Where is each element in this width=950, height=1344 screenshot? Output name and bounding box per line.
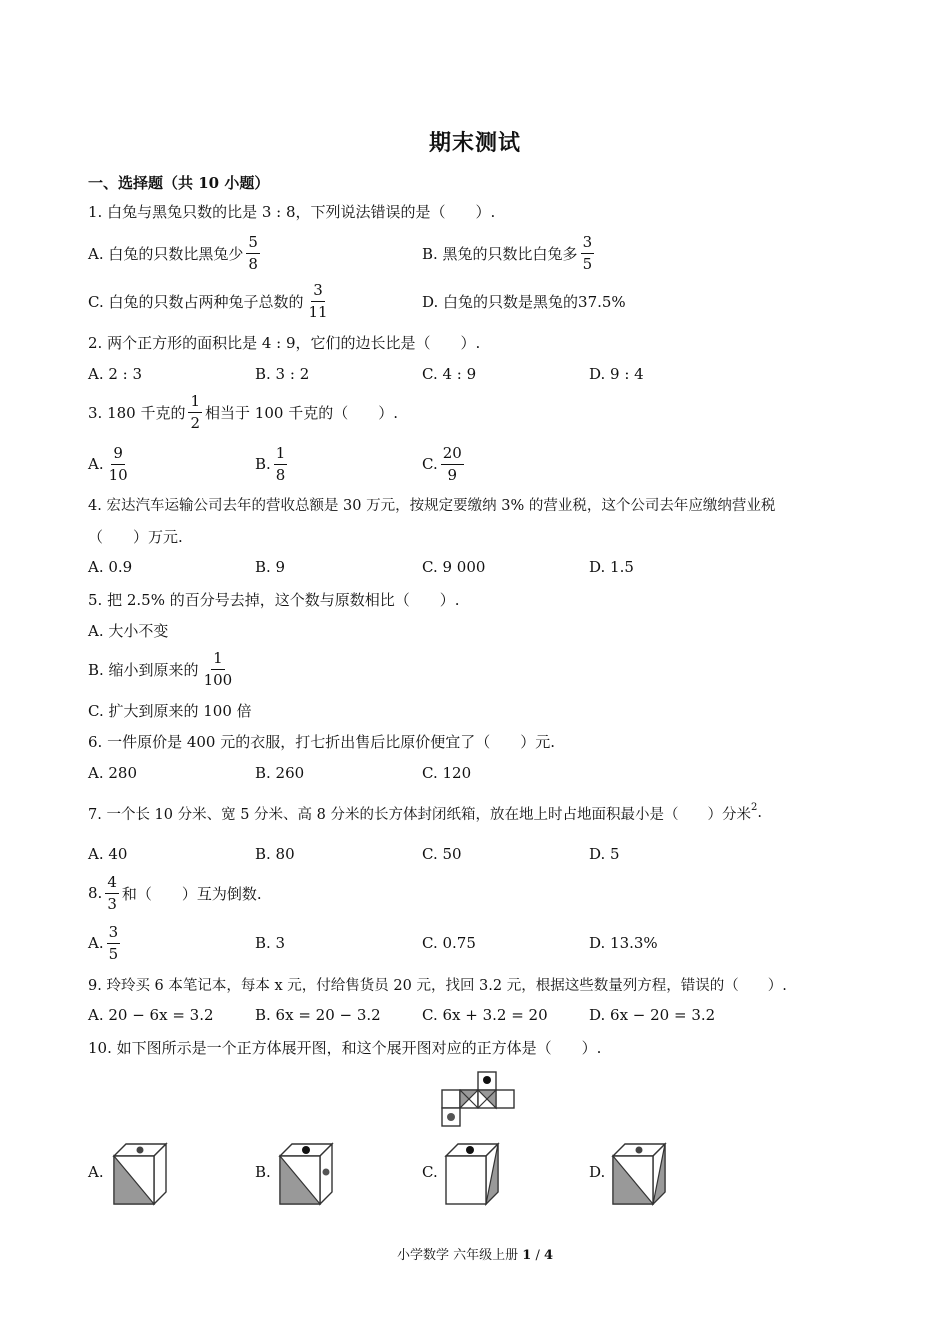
q8-option-c: C. 0.75 xyxy=(422,934,476,952)
q2-option-a: A. 2 : 3 xyxy=(88,365,143,383)
fraction: $\frac{9}{10}$ xyxy=(108,443,128,484)
q9-option-a: A. 20 − 6x = 3.2 xyxy=(88,1006,214,1024)
question-8 xyxy=(0,873,950,913)
fraction: $\frac{1}{100}$ xyxy=(203,648,233,689)
q5-option-a: A. 大小不变 xyxy=(88,621,169,640)
fraction: $\frac{1}{2}$ xyxy=(190,391,201,432)
q5-stem: 5. 把 2.5% 的百分号去掉，这个数与原数相比（ ）. xyxy=(88,590,460,609)
q6-option-b: B. 260 xyxy=(255,764,305,782)
q5-option-a-row xyxy=(0,610,950,650)
q10-option-d-label: D. xyxy=(589,1163,606,1181)
q10-option-c-label: C. xyxy=(422,1163,438,1181)
page-footer: 小学数学 六年级上册 1 / 4 xyxy=(396,1248,554,1263)
q4-option-c: C. 9 000 xyxy=(422,558,486,576)
page-number: 1 xyxy=(522,1248,532,1263)
question-3 xyxy=(0,392,950,432)
q3-option-b: B. $\frac{1}{8}$ xyxy=(255,443,286,484)
q6-option-a: A. 280 xyxy=(88,764,137,782)
fraction: $\frac{3}{5}$ xyxy=(108,922,119,963)
question-1 xyxy=(0,191,950,231)
q1-option-a: A. 白兔的只数比黑兔少 $\frac{5}{8}$ xyxy=(88,232,258,273)
q1-option-b: B. 黑兔的只数比白兔多 $\frac{3}{5}$ xyxy=(422,232,593,273)
q3-option-c: C. $\frac{20}{9}$ xyxy=(422,443,462,484)
q1-options-row-1 xyxy=(0,233,950,273)
q9-option-c: C. 6x + 3.2 = 20 xyxy=(422,1006,548,1024)
q1-options-row-2 xyxy=(0,281,950,321)
q6-option-c: C. 120 xyxy=(422,764,472,782)
q8-option-d: D. 13.3% xyxy=(589,934,658,952)
q1-option-c: C. 白兔的只数占两种兔子总数的 $\frac{3}{11}$ xyxy=(88,280,328,321)
q9-option-b: B. 6x = 20 − 3.2 xyxy=(255,1006,381,1024)
q8-option-a: A. $\frac{3}{5}$ xyxy=(88,922,119,963)
question-7 xyxy=(0,793,950,833)
q10-option-a-label: A. xyxy=(88,1163,104,1181)
page-title: 期末测试 xyxy=(428,130,521,156)
section-heading: 一、选择题（共 10 小题） xyxy=(88,174,270,192)
fraction: $\frac{20}{9}$ xyxy=(442,443,462,484)
cube-net-figure xyxy=(436,1066,520,1132)
q8-option-b: B. 3 xyxy=(255,934,286,952)
q2-options xyxy=(0,354,950,394)
q4-option-b: B. 9 xyxy=(255,558,286,576)
q5-option-b: B. 缩小到原来的 $\frac{1}{100}$ xyxy=(88,648,233,689)
cube-option-b xyxy=(274,1138,338,1210)
q7-option-d: D. 5 xyxy=(589,845,620,863)
q7-stem: 7. 一个长 10 分米、宽 5 分米、高 8 分米的长方体封闭纸箱，放在地上时占地面积最小是（ ）分米 2 . xyxy=(88,801,762,823)
q8-stem: 8. $\frac{4}{3}$ 和（ ）互为倒数. xyxy=(88,872,262,913)
q1-stem: 1. 白兔与黑兔只数的比是 3 : 8，下列说法错误的是（ ）. xyxy=(88,202,496,221)
q10-option-b-label: B. xyxy=(255,1163,271,1181)
fraction: $\frac{5}{8}$ xyxy=(248,232,258,273)
fraction: $\frac{3}{5}$ xyxy=(582,232,593,273)
q3-option-a: A. $\frac{9}{10}$ xyxy=(88,443,128,484)
q1-option-d: D. 白兔的只数是黑兔的37.5% xyxy=(422,292,626,311)
q7-option-a: A. 40 xyxy=(88,845,128,863)
q9-option-d: D. 6x − 20 = 3.2 xyxy=(589,1006,716,1024)
q4-stem-line-2: （ ）万元. xyxy=(88,527,183,546)
fraction: $\frac{1}{8}$ xyxy=(275,443,286,484)
q6-options xyxy=(0,753,950,793)
question-10 xyxy=(0,1027,950,1067)
q3-stem: 3. 180 千克的 $\frac{1}{2}$ 相当于 100 千克的（ ）. xyxy=(88,391,398,432)
q4-stem-line-1: 4. 宏达汽车运输公司去年的营收总额是 30 万元，按规定要缴纳 3% 的营业税，这个公司去年应缴纳营业税 xyxy=(88,497,776,514)
q2-option-b: B. 3 : 2 xyxy=(255,365,310,383)
q8-options xyxy=(0,923,950,963)
q3-options xyxy=(0,444,950,484)
q5-option-c: C. 扩大到原来的 100 倍 xyxy=(88,701,252,720)
cube-option-a xyxy=(108,1138,172,1210)
q4-option-a: A. 0.9 xyxy=(88,558,133,576)
cube-option-c xyxy=(440,1138,504,1210)
cube-option-d xyxy=(607,1138,671,1210)
q2-stem: 2. 两个正方形的面积比是 4 : 9，它们的边长比是（ ）. xyxy=(88,333,481,352)
q6-stem: 6. 一件原价是 400 元的衣服，打七折出售后比原价便宜了（ ）元. xyxy=(88,732,556,751)
superscript: 2 xyxy=(751,801,758,813)
page-total: 4 xyxy=(543,1248,554,1263)
fraction: $\frac{4}{3}$ xyxy=(107,872,117,913)
q7-options xyxy=(0,834,950,874)
fraction: $\frac{3}{11}$ xyxy=(308,280,328,321)
q5-option-b-row xyxy=(0,649,950,689)
q2-option-c: C. 4 : 9 xyxy=(422,365,477,383)
q2-option-d: D. 9 : 4 xyxy=(589,365,644,383)
q10-stem: 10. 如下图所示是一个正方体展开图，和这个展开图对应的正方体是（ ）. xyxy=(88,1038,602,1057)
q9-stem: 9. 玲玲买 6 本笔记本，每本 x 元，付给售货员 20 元，找回 3.2 元，根据这些数量列方程，错误的（ ）. xyxy=(88,977,787,994)
q7-option-c: C. 50 xyxy=(422,845,462,863)
q7-option-b: B. 80 xyxy=(255,845,295,863)
q4-option-d: D. 1.5 xyxy=(589,558,634,576)
